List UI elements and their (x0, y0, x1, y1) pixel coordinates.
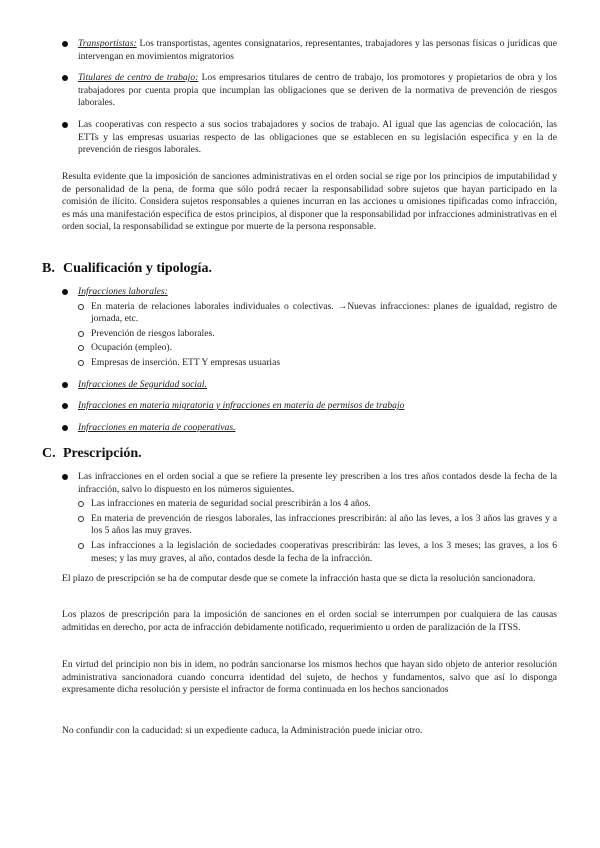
paragraph: El plazo de prescripción se ha de computar desde que se comete la infracción hasta que se dicta la resolución sancionadora. (62, 573, 536, 584)
item-text: Los empresarios titulares de centro de trabajo, los promotores y propietarios de obra y los trabajadores por cuenta propia que incumplan las obligaciones que se deriven de la normativa de prevención de riesgos laborales. (78, 72, 557, 109)
term-label: Titulares de centro de trabajo: (78, 72, 199, 84)
sub-list-item: Empresas de inserción. ETT Y empresas usuarias (78, 357, 557, 370)
paragraph: En virtud del principio non bis in idem, no podrán sancionarse los mismos hechos que hayan sido objeto de anterior resolución administrativa sancionadora cuando concurra identidad del sujeto, de hechos y fundamentos, salvo que así lo disponga expresamente dicha resolución y persiste el infractor de forma continuada en los hechos sancionados (62, 659, 557, 696)
section-heading-b (42, 261, 212, 277)
category-label: Infracciones en materia de cooperativas. (78, 421, 236, 433)
section-title: Cualificación y tipología. (63, 261, 212, 276)
paragraph: Los plazos de prescripción para la imposición de sanciones en el orden social se interrumpen por cualquiera de las causas admitidas en derecho, por acta de infracción debidamente notificado, requerimiento u orden de paralización de la ITSS. (62, 609, 557, 633)
circle-bullet-icon (78, 543, 84, 549)
list-item (62, 379, 557, 392)
bullet-icon (62, 403, 68, 409)
term-label: Transportistas: (78, 38, 137, 49)
category-label: Infracciones en materia migratoria y infracciones en materia de permisos de trabajo (78, 400, 405, 412)
item-text: Los transportistas, agentes consignatarios, representantes, trabajadores y las personas físicas o jurídicas que intervengan en movimientos migratorios (78, 38, 557, 62)
circle-bullet-icon (78, 345, 84, 351)
category-label: Infracciones laborales: (78, 286, 168, 297)
list-item (62, 72, 557, 110)
circle-bullet-icon (78, 304, 84, 310)
sub-list-item: Las infracciones a la legislación de sociedades cooperativas prescribirán: las leves, a los 3 meses; las graves, a los 6 meses; y las muy graves, al año, contados desde la fecha de la infracción. (78, 540, 557, 565)
section-c-list (62, 471, 557, 574)
sub-list (78, 301, 557, 370)
section-heading-c (42, 446, 142, 462)
item-text: Las cooperativas con respecto a sus socios trabajadores y socios de trabajo. Al igual que las agencias de colocación, las ETTs y las empresas usuarias respecto de las obligaciones que se establecen en su legislación específica y en la de prevención de riesgos laborales. (78, 118, 557, 156)
circle-bullet-icon (78, 501, 84, 507)
circle-bullet-icon (78, 331, 84, 337)
intro-bullet-list (62, 38, 557, 166)
circle-bullet-icon (78, 516, 84, 522)
list-item (62, 119, 557, 157)
category-label: Infracciones de Seguridad social. (78, 378, 207, 390)
bullet-icon (62, 41, 68, 47)
paragraph: No confundir con la caducidad: si un expediente caduca, la Administración puede iniciar otro. (62, 725, 423, 736)
section-letter: B. (42, 261, 55, 276)
section-b-list (62, 286, 557, 443)
bullet-icon (62, 75, 68, 81)
sub-list-item: Prevención de riesgos laborales. (78, 328, 557, 341)
sub-list-item: Ocupación (empleo). (78, 342, 557, 355)
list-item (62, 38, 557, 63)
bullet-icon (62, 382, 68, 388)
list-item (62, 471, 557, 565)
bullet-icon (62, 122, 68, 128)
paragraph: Resulta evidente que la imposición de sanciones administrativas en el orden social se rige por los principios de imputabilidad y de personalidad de la pena, de forma que sólo podrá recaer la responsabilidad sobre sujetos que hayan participado en la comisión de ilícito. Considera sujetos responsables a quienes incurran en las acciones u omisiones tipificadas como infracción, es más una manifestación específica de estos principios, al disponer que la responsabilidad por infracciones administrativas en el orden social, la responsabilidad se extingue por muerte de la persona responsable. (62, 171, 557, 233)
sub-list-item: En materia de prevención de riesgos laborales, las infracciones prescribirán: al año las leves, a los 3 años las graves y a los 5 años las muy graves. (78, 513, 557, 538)
circle-bullet-icon (78, 360, 84, 366)
item-text: Las infracciones en el orden social a que se refiere la presente ley prescriben a los tres años contados desde la fecha de la infracción, salvo lo dispuesto en los números siguientes. (78, 471, 557, 495)
bullet-icon (62, 474, 68, 480)
list-item (62, 286, 557, 370)
sub-list (78, 498, 557, 565)
section-title: Prescripción. (63, 446, 142, 461)
section-letter: C. (42, 446, 56, 461)
list-item (62, 400, 557, 413)
sub-list-item: Las infracciones en materia de seguridad social prescribirán a los 4 años. (78, 498, 557, 511)
sub-list-item: En materia de relaciones laborales individuales o colectivas. →Nuevas infracciones: planes de igualdad, registro de jornada, etc. (78, 301, 557, 326)
bullet-icon (62, 425, 68, 431)
list-item (62, 422, 557, 435)
bullet-icon (62, 289, 68, 295)
